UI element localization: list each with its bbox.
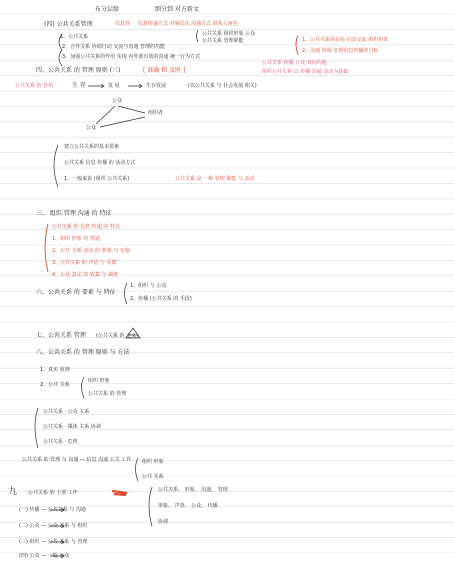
note-line: (三) 组织 — 公共 关系 与 管理 — [19, 539, 88, 545]
red-list-item: 1、组织 形象 的 塑造 — [52, 236, 100, 242]
note-line: (四) 公众 — 一般 公众 — [19, 553, 70, 559]
note-line: 生 存 — [72, 82, 86, 89]
brace-mark — [296, 36, 298, 55]
note-line: 1、公共关系 — [60, 34, 89, 40]
note-line: (二) 公众 — 公众 关系 与 组织 — [19, 523, 88, 529]
diagram-label: 公众 — [112, 98, 123, 104]
note-line: 公共关系 信息 传播 的 活动方式 — [64, 160, 136, 166]
diagram-label: 公众 — [86, 125, 97, 131]
section-heading: 三、 组织 管理 沟通 的 特征 — [36, 210, 112, 217]
note-line: (公共关系 的 定义) — [96, 333, 139, 339]
note-line: 组织 形象 — [88, 378, 110, 384]
brace-mark — [197, 30, 199, 42]
brace-mark — [59, 34, 62, 66]
red-list-item: 2、公共 关系 活动 的 策划 与 实施 — [52, 248, 130, 254]
note-line: 细分到 对方新文 — [155, 6, 199, 13]
note-line: 公共关系 管理职能 — [202, 38, 244, 44]
red-list-item: 3、公共关系 的 评估 与 反馈 — [52, 260, 117, 266]
highlighted-note: 公共关系 传播 公众 双向沟通 — [262, 60, 327, 66]
note-line: 协调 — [158, 519, 169, 525]
note-line: 布分层级 — [95, 6, 120, 13]
triangle-icon — [126, 328, 140, 338]
note-line: 2、公共 关系 — [40, 382, 70, 388]
note-line: 2、传播 (公共关系 的 手段) — [130, 296, 192, 302]
note-line: 公共关系 · 危机 — [43, 439, 78, 445]
note-line: 组织 形象 — [142, 459, 164, 465]
brace-mark — [136, 458, 139, 481]
arrow-mark — [50, 524, 64, 528]
note-line: 3、加强公共关系的作用 实现 内外部有效的沟通 统一行为方式 — [62, 54, 200, 60]
note-line: 公共关系、 形象、 沟通、 管理 — [158, 487, 228, 493]
note-line: 建立公共关系的基本要素 — [64, 144, 120, 150]
section-heading: 六、公共关系 的 要素 与 特征 — [36, 289, 116, 296]
arrow-mark — [50, 508, 64, 512]
note-line: 公共关系 · 媒体 关系 协调 — [43, 424, 101, 430]
note-line: (以公共关系 与 社会发展 相关) — [188, 83, 257, 89]
highlighted-note: 公共关系 是 一种 管理 职能 与 活动 — [175, 176, 255, 182]
triangle-diagram — [96, 106, 145, 127]
note-line: 1、真实 原则 — [40, 367, 70, 373]
arrow-mark — [128, 84, 142, 88]
note-line: 公共关系 · 公众 关系 — [43, 409, 90, 415]
section-heading: 公共关系 的 主要 工作 — [28, 490, 78, 496]
note-line: (一) 传播 — 公共关系 与 沟通 — [19, 507, 86, 513]
red-list-item: 公共关系 的 信息 传递 的 特点 — [52, 224, 120, 230]
highlighted-note: 公共关系 的 作用 — [15, 83, 54, 89]
highlighted-note: 组织公共关系 以 传播 沟通 活动为基础 — [262, 69, 349, 75]
arrow-mark — [50, 554, 64, 558]
note-line: 2、合作关系 协调行动 交流与沟通 管理的功能 — [62, 44, 165, 50]
note-line: 形象、 声誉、 公众、 传播 — [158, 503, 218, 509]
note-line: 生存发展 — [146, 83, 167, 89]
note-line: 发 展 — [108, 83, 120, 89]
arrow-mark — [88, 84, 104, 88]
note-line: 公共关系 的 管理 与 沟通 — 信息 沟通 公关 工作 — [22, 457, 132, 463]
highlighted-note: 信息传递方式 对象层次 沟通方式 联系人角色 — [138, 21, 238, 27]
brace-mark — [45, 224, 48, 272]
note-line: 公共 关系 — [142, 474, 164, 480]
note-line: 1、组织 与 公众 — [130, 283, 167, 289]
section-heading: 七、公共关系 管理 — [36, 332, 86, 339]
note-line: 1、一般来说 (组织 公共关系) — [64, 176, 130, 182]
section-number: 九 — [8, 487, 18, 497]
red-list-item: 4、公众 意见 的 收集 与 调查 — [52, 272, 119, 278]
highlighted-note: [ 准确 和 及时 ] — [143, 67, 186, 74]
note-line: 公共关系 的 管理 — [88, 391, 127, 397]
red-marker — [112, 491, 127, 495]
brace-mark — [35, 408, 38, 448]
brace-mark — [82, 377, 85, 398]
diagram-label: 组织者 — [148, 110, 164, 116]
brace-mark — [125, 283, 128, 304]
brace-mark — [54, 145, 58, 187]
section-heading: 八、公共关系 的 管理 原则 与 方法 — [36, 349, 130, 356]
brace-mark — [149, 487, 152, 526]
arrow-mark — [50, 540, 64, 544]
highlighted-note: 2、沟通 协调 实现信息传播的目标 — [302, 48, 379, 54]
note-line: 公共关系 组织形象 公众 — [202, 31, 256, 37]
section-heading: 四、公共关系 的 管理 原则 (三) — [36, 67, 121, 74]
highlighted-note: 信息性 — [115, 21, 131, 27]
highlighted-note: 1、公共关系的目标 信息交流 组织形象 — [302, 37, 389, 43]
section-heading: (四) 公共关系管理 — [44, 21, 93, 28]
